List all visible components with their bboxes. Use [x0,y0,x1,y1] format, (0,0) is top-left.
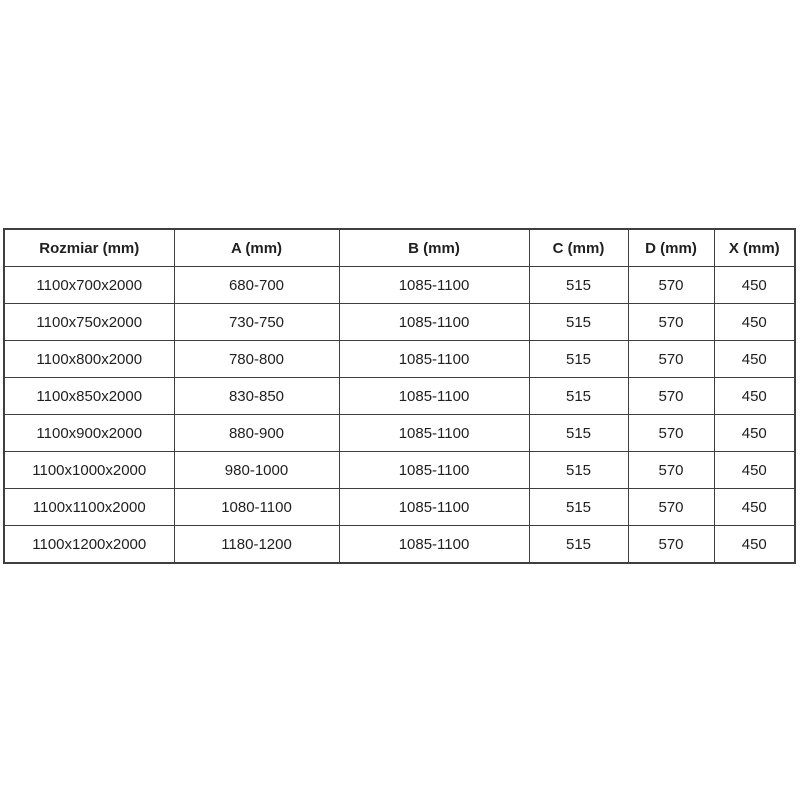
table-cell: 1085-1100 [339,304,529,341]
table-cell: 570 [628,341,714,378]
table-cell: 880-900 [174,415,339,452]
table-cell: 1100x1000x2000 [4,452,174,489]
table-cell: 570 [628,526,714,564]
table-row [4,341,795,378]
table-row [4,415,795,452]
table-cell: 1085-1100 [339,526,529,564]
table-cell: 1100x850x2000 [4,378,174,415]
table-row [4,378,795,415]
table-cell: 450 [714,489,795,526]
column-header: Rozmiar (mm) [4,229,174,267]
table-cell: 515 [529,378,628,415]
table-cell: 450 [714,378,795,415]
column-header: B (mm) [339,229,529,267]
table-cell: 515 [529,341,628,378]
table-cell: 1080-1100 [174,489,339,526]
column-header: C (mm) [529,229,628,267]
table-cell: 450 [714,526,795,564]
table-cell: 450 [714,341,795,378]
table-row [4,452,795,489]
table-row [4,304,795,341]
table-cell: 780-800 [174,341,339,378]
table-cell: 1180-1200 [174,526,339,564]
table-cell: 570 [628,415,714,452]
table-cell: 515 [529,526,628,564]
table-cell: 1085-1100 [339,452,529,489]
table-cell: 1085-1100 [339,267,529,304]
table-cell: 980-1000 [174,452,339,489]
table-cell: 1100x1100x2000 [4,489,174,526]
column-header: A (mm) [174,229,339,267]
table-body [4,267,795,564]
table-cell: 1085-1100 [339,341,529,378]
table-cell: 570 [628,304,714,341]
table-cell: 515 [529,489,628,526]
table-header [4,229,795,267]
size-spec-table [3,228,796,564]
column-header: X (mm) [714,229,795,267]
table-cell: 570 [628,452,714,489]
table-cell: 1100x1200x2000 [4,526,174,564]
header-row [4,229,795,267]
table-cell: 1100x900x2000 [4,415,174,452]
table-cell: 450 [714,415,795,452]
table-cell: 1100x750x2000 [4,304,174,341]
table-cell: 1085-1100 [339,489,529,526]
table-row [4,489,795,526]
table-cell: 515 [529,415,628,452]
table-cell: 515 [529,304,628,341]
table-cell: 830-850 [174,378,339,415]
table-cell: 1100x800x2000 [4,341,174,378]
table-cell: 1100x700x2000 [4,267,174,304]
table-cell: 680-700 [174,267,339,304]
table-cell: 730-750 [174,304,339,341]
table-cell: 515 [529,267,628,304]
table-cell: 450 [714,452,795,489]
table-cell: 1085-1100 [339,415,529,452]
table-cell: 570 [628,267,714,304]
table-cell: 1085-1100 [339,378,529,415]
table-cell: 515 [529,452,628,489]
table-cell: 450 [714,267,795,304]
table-cell: 450 [714,304,795,341]
table-cell: 570 [628,378,714,415]
table-row [4,267,795,304]
table-cell: 570 [628,489,714,526]
table-row [4,526,795,564]
column-header: D (mm) [628,229,714,267]
